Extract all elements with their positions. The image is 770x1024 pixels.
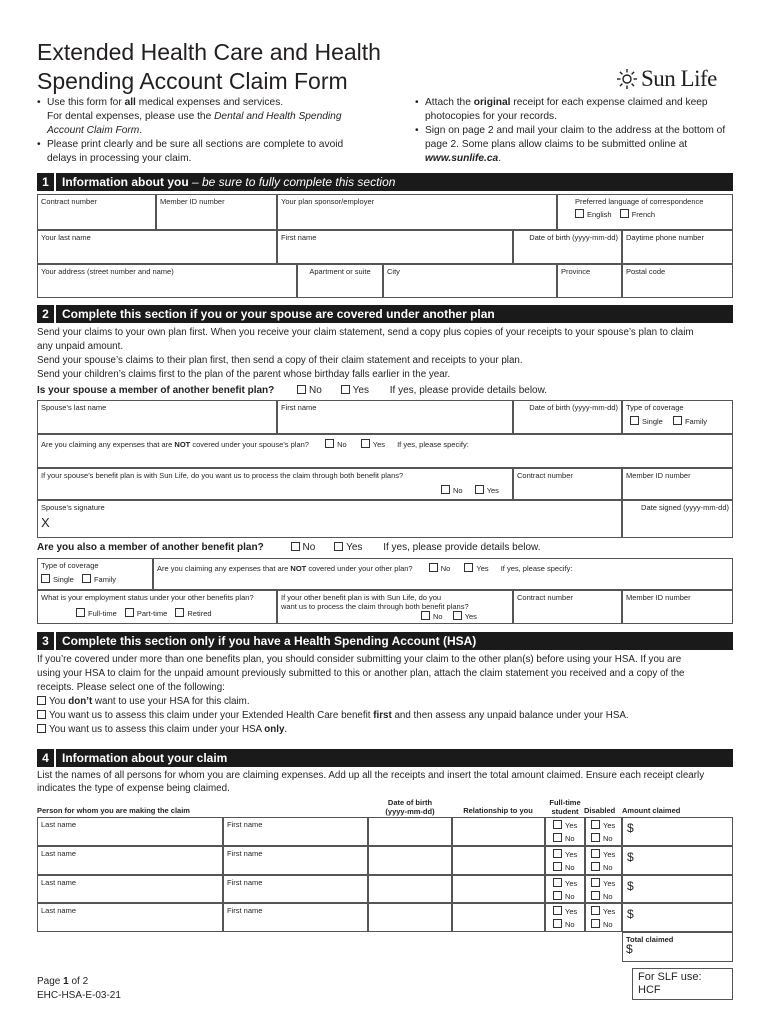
claim-row-3-disabled-yes-checkbox[interactable] [591, 878, 600, 887]
apartment-field[interactable]: Apartment or suite [297, 264, 383, 298]
sunlife-url[interactable]: www.sunlife.ca [425, 153, 499, 164]
logo-text: Sun Life [641, 66, 717, 91]
preferred-language-field: Preferred language of correspondence English French [557, 194, 733, 230]
intro-bullet-1: • Use this form for all medical expenses and services. For dental expenses, please use the Dental and Health Spending Account Claim Form. [37, 96, 367, 138]
section-2-title: Complete this section if you or your spouse are covered under another plan [62, 307, 495, 321]
spouse-dob-field[interactable]: Date of birth (yyyy-mm-dd) [513, 400, 622, 434]
claim-row-2-student: Yes No [545, 846, 585, 875]
city-field[interactable]: City [383, 264, 557, 298]
intro-bullet-2: • Please print clearly and be sure all sections are complete to avoid delays in processing your claim. [37, 138, 367, 166]
col-student-header: Full-time student [549, 798, 581, 816]
col-disabled-header: Disabled [584, 806, 616, 815]
full-time-checkbox[interactable] [76, 608, 85, 617]
spouse-not-covered-no-checkbox[interactable] [325, 439, 334, 448]
intro-right [415, 96, 745, 166]
spouse-date-signed-field[interactable]: Date signed (yyyy-mm-dd) [622, 500, 733, 538]
claim-row-1-amount[interactable]: $ [622, 817, 733, 846]
claim-row-4-disabled-no-checkbox[interactable] [591, 919, 600, 928]
section-2-number: 2 [37, 305, 56, 323]
spouse-first-name-field[interactable]: First name [277, 400, 513, 434]
spouse-single-checkbox[interactable] [630, 416, 639, 425]
form-title-line2: Spending Account Claim Form [37, 68, 348, 94]
own-coverage-field: Type of coverage Single Family [37, 558, 153, 590]
section-3-number: 3 [37, 632, 56, 650]
spouse-sunlife-no-checkbox[interactable] [441, 485, 450, 494]
claim-row-1-disabled: Yes No [585, 817, 622, 846]
hsa-option-1-checkbox[interactable] [37, 696, 46, 705]
sun-life-logo [616, 64, 717, 94]
spouse-family-checkbox[interactable] [673, 416, 682, 425]
claim-row-1-student-no-checkbox[interactable] [553, 833, 562, 842]
own-sunlife-question: If your other benefit plan is with Sun Life, do you want us to process the claim through both benefit plans? No Yes [277, 590, 513, 624]
claim-row-4-first-name[interactable]: First name [223, 903, 368, 932]
spouse-plan-no-checkbox[interactable] [297, 385, 306, 394]
claim-row-1-disabled-no-checkbox[interactable] [591, 833, 600, 842]
claim-row-4-last-name[interactable]: Last name [37, 903, 223, 932]
dob-field[interactable]: Date of birth (yyyy-mm-dd) [513, 230, 622, 264]
member-id-field[interactable]: Member ID number [156, 194, 277, 230]
section-2-instructions: Send your claims to your own plan first. When you receive your claim statement, send a copy plus copies of your receipts to your spouse’s plan to claim any unpaid amount. Send your spouse’s claims to their plan first, then send a copy of their claim statement and receipts to your plan. Send your children’s claims first to the plan of the parent whose birthday falls earlier in the year. [37, 327, 694, 380]
section-1-header [37, 173, 733, 191]
form-title-line1: Extended Health Care and Health [37, 39, 381, 65]
claim-row-4-dob[interactable] [368, 903, 452, 932]
total-claimed-label: Total claimed [626, 935, 674, 944]
claim-row-4-disabled-yes-checkbox[interactable] [591, 906, 600, 915]
own-single-checkbox[interactable] [41, 574, 50, 583]
spouse-not-covered-yes-checkbox[interactable] [361, 439, 370, 448]
claim-row-2-disabled: Yes No [585, 846, 622, 875]
form-title [37, 38, 381, 96]
plan-sponsor-field[interactable]: Your plan sponsor/employer [277, 194, 557, 230]
claim-row-4-student: Yes No [545, 903, 585, 932]
claim-row-3-dob[interactable] [368, 875, 452, 903]
own-family-checkbox[interactable] [82, 574, 91, 583]
daytime-phone-field[interactable]: Daytime phone number [622, 230, 733, 264]
hsa-option-2-checkbox[interactable] [37, 710, 46, 719]
spouse-sunlife-question: If your spouse’s benefit plan is with Sun Life, do you want us to process the claim through both benefit plans? No Yes [37, 468, 513, 500]
claim-row-2-disabled-yes-checkbox[interactable] [591, 849, 600, 858]
own-member-id-field[interactable]: Member ID number [622, 590, 733, 624]
claim-row-1-student: Yes No [545, 817, 585, 846]
intro-left [37, 96, 367, 166]
french-checkbox[interactable] [620, 209, 629, 218]
claim-row-4-disabled: Yes No [585, 903, 622, 932]
claim-row-1-student-yes-checkbox[interactable] [553, 820, 562, 829]
own-not-covered-no-checkbox[interactable] [429, 563, 438, 572]
first-name-field[interactable]: First name [277, 230, 513, 264]
signature-x-mark: X [41, 515, 50, 530]
claim-row-3-last-name[interactable]: Last name [37, 875, 223, 903]
claim-row-2-last-name[interactable]: Last name [37, 846, 223, 875]
claim-row-3-first-name[interactable]: First name [223, 875, 368, 903]
claim-row-3-student-yes-checkbox[interactable] [553, 878, 562, 887]
section-4-number: 4 [37, 749, 56, 767]
sun-icon [616, 68, 638, 90]
section-4-header [37, 749, 733, 767]
spouse-contract-number-field[interactable]: Contract number [513, 468, 622, 500]
postal-code-field[interactable]: Postal code [622, 264, 733, 298]
hsa-option-2[interactable]: You want us to assess this claim under your Extended Health Care benefit first and then assess any unpaid balance under your HSA. [37, 709, 737, 723]
hsa-option-3[interactable]: You want us to assess this claim under your HSA only. [37, 723, 737, 737]
total-claimed-field[interactable]: Total claimed $ [622, 932, 733, 962]
claim-row-2-first-name[interactable]: First name [223, 846, 368, 875]
section-1-number: 1 [37, 173, 56, 191]
spouse-coverage-field: Type of coverage Single Family [622, 400, 733, 434]
own-contract-number-field[interactable]: Contract number [513, 590, 622, 624]
claim-row-4-relationship[interactable] [452, 903, 545, 932]
claim-row-2-dob[interactable] [368, 846, 452, 875]
hsa-option-1[interactable]: You don’t want to use your HSA for this claim. [37, 695, 737, 709]
last-name-field[interactable]: Your last name [37, 230, 277, 264]
own-not-covered-row: Are you claiming any expenses that are NOT covered under your other plan? No Yes If yes, please specify: [153, 558, 733, 590]
col-person-header: Person for whom you are making the claim [37, 806, 190, 815]
claim-row-4-amount[interactable]: $ [622, 903, 733, 932]
section-3-instructions: If you’re covered under more than one benefits plan, you should consider submitting your claim to the other plan(s) before using your HSA. If you are using your HSA to claim for the unpaid amount previously submitted to this or another plan, attach the claim statement you received and a copy of the receipts. Please select one of the following: You don’t want to use your HSA for this claim. You want us to assess this claim under your Extended Health Care benefit first and then assess any unpaid balance under your HSA. You want us to assess this claim under your HSA only. [37, 653, 737, 737]
province-field[interactable]: Province [557, 264, 622, 298]
claim-row-1-last-name[interactable]: Last name [37, 817, 223, 846]
claim-row-2-relationship[interactable] [452, 846, 545, 875]
own-not-covered-yes-checkbox[interactable] [464, 563, 473, 572]
claim-row-2-student-yes-checkbox[interactable] [553, 849, 562, 858]
intro-bullet-4: • Sign on page 2 and mail your claim to the address at the bottom of page 2. Some plans allow claims to be submitted online at www.sunlife.ca. [415, 124, 745, 166]
spouse-not-covered-row: Are you claiming any expenses that are NOT covered under your spouse’s plan? No Yes If yes, please specify: [37, 434, 733, 468]
contract-number-field[interactable]: Contract number [37, 194, 156, 230]
section-4-title: Information about your claim [62, 751, 228, 765]
section-2-header [37, 305, 733, 323]
claim-row-3-disabled-no-checkbox[interactable] [591, 891, 600, 900]
section-4-instructions: List the names of all persons for whom you are claiming expenses. Add up all the receipts and insert the total amount claimed. Ensure each receipt clearly indicates the type of expense being claimed. [37, 770, 705, 794]
section-3-title: Complete this section only if you have a Health Spending Account (HSA) [62, 634, 477, 648]
part-time-checkbox[interactable] [125, 608, 134, 617]
claim-row-3-student: Yes No [545, 875, 585, 903]
spouse-plan-question: Is your spouse a member of another benefit plan? No Yes If yes, please provide details below. [37, 385, 548, 396]
col-relationship-header: Relationship to you [463, 806, 533, 815]
employment-status-field: What is your employment status under your other benefits plan? Full-time Part-time Retired [37, 590, 277, 624]
claim-row-3-student-no-checkbox[interactable] [553, 891, 562, 900]
own-sunlife-yes-checkbox[interactable] [453, 611, 462, 620]
col-dob-header: Date of birth (yyyy-mm-dd) [385, 798, 435, 816]
claim-row-3-amount[interactable]: $ [622, 875, 733, 903]
spouse-signature-field[interactable]: Spouse’s signature X [37, 500, 622, 538]
other-plan-no-checkbox[interactable] [291, 542, 300, 551]
intro-bullet-3: • Attach the original receipt for each expense claimed and keep photocopies for your records. [415, 96, 745, 124]
claim-row-1-relationship[interactable] [452, 817, 545, 846]
page-footer [37, 975, 121, 1003]
section-1-subtitle: – be sure to fully complete this section [188, 175, 396, 189]
spouse-last-name-field[interactable]: Spouse’s last name [37, 400, 277, 434]
spouse-member-id-field[interactable]: Member ID number [622, 468, 733, 500]
claim-row-1-disabled-yes-checkbox[interactable] [591, 820, 600, 829]
section-1-title: Information about you [62, 175, 189, 189]
col-amount-header: Amount claimed [622, 806, 681, 815]
claim-row-1-dob[interactable] [368, 817, 452, 846]
other-plan-question: Are you also a member of another benefit plan? No Yes If yes, please provide details below. [37, 542, 541, 553]
section-3-header [37, 632, 733, 650]
claim-row-4-student-yes-checkbox[interactable] [553, 906, 562, 915]
claim-row-4-student-no-checkbox[interactable] [553, 919, 562, 928]
claim-row-2-student-no-checkbox[interactable] [553, 862, 562, 871]
spouse-sunlife-yes-checkbox[interactable] [475, 485, 484, 494]
claim-row-2-amount[interactable]: $ [622, 846, 733, 875]
slf-use-box: For SLF use: HCF [632, 968, 733, 1000]
claim-row-3-relationship[interactable] [452, 875, 545, 903]
claim-row-3-disabled: Yes No [585, 875, 622, 903]
retired-checkbox[interactable] [175, 608, 184, 617]
claim-row-2-disabled-no-checkbox[interactable] [591, 862, 600, 871]
address-field[interactable]: Your address (street number and name) [37, 264, 297, 298]
form-code: EHC-HSA-E-03-21 [37, 990, 121, 1001]
own-sunlife-no-checkbox[interactable] [421, 611, 430, 620]
claim-row-1-first-name[interactable]: First name [223, 817, 368, 846]
other-plan-yes-checkbox[interactable] [334, 542, 343, 551]
english-checkbox[interactable] [575, 209, 584, 218]
spouse-plan-yes-checkbox[interactable] [341, 385, 350, 394]
page-number: Page 1 of 2 [37, 976, 89, 987]
hsa-option-3-checkbox[interactable] [37, 724, 46, 733]
